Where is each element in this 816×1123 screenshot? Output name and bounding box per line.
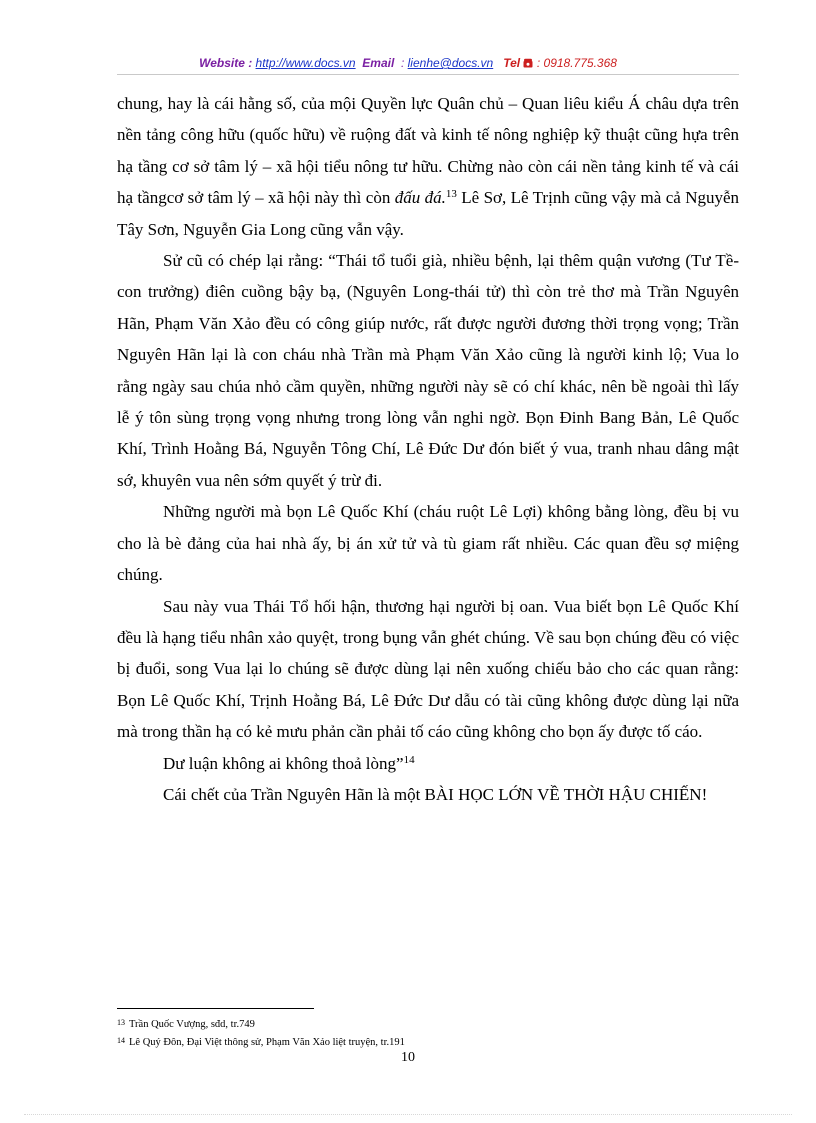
paragraph-4: Sau này vua Thái Tổ hối hận, thương hại người bị oan. Vua biết bọn Lê Quốc Khí đều là hạng tiểu nhân xảo quyệt, trong bụng vẫn ghét chúng. Về sau bọn chúng đều có việc bị đuổi, song Vua lại lo chúng sẽ được dùng lại nên xuống chiếu bảo cho các quan rằng: Bọn Lê Quốc Khí, Trịnh Hoằng Bá, Lê Đức Dư dẫu có tài cũng không được dùng lại nữa mà trong thần hạ có kẻ mưu phản cần phải tố cáo cũng không cho bọn ấy được tố cáo. — [117, 596, 739, 742]
footnote-ref-13[interactable]: 13 — [445, 188, 457, 201]
header-rule — [117, 74, 739, 75]
footnote-14 — [117, 1033, 739, 1051]
main-content — [117, 88, 739, 810]
footnote-text: Lê Quý Đôn, Đại Việt thông sử, Phạm Văn Xảo liệt truyện, tr.191 — [129, 1037, 405, 1048]
footnotes — [117, 1015, 739, 1051]
phone-icon — [523, 56, 536, 70]
paragraph-1-tail: Lê Sơ, Lê Trịnh cũng vậy mà cả Nguyễn Tây Sơn, Nguyễn Gia Long cũng vẫn vậy. — [117, 188, 740, 239]
footnote-text: Trần Quốc Vượng, sđd, tr.749 — [129, 1019, 255, 1030]
paragraph-3: Những người mà bọn Lê Quốc Khí (cháu ruột Lê Lợi) không bằng lòng, đều bị vu cho là bè đảng của hai nhà ấy, bị án xử tử và tù giam rất nhiều. Các quan đều sợ miệng chúng. — [117, 502, 739, 585]
paragraph-1-text: chung, hay là cái hằng số, của mội Quyền lực Quân chủ – Quan liêu kiểu Á châu dựa trên nền tảng công hữu (quốc hữu) về ruộng đất và kinh tế nông nghiệp kỹ thuật cũng hựa trên hạ tầng cơ sở tâm lý – xã hội tiểu nông tư hữu. Chừng nào còn cái nền tảng kinh tế và cái hạ tầngcơ sở tâm lý – xã hội này thì còn — [117, 94, 739, 208]
tel-number: 0918.775.368 — [543, 56, 617, 70]
tel-separator: : — [536, 56, 541, 70]
footnote-number: 14 — [117, 1036, 125, 1045]
footnote-separator — [117, 1008, 314, 1009]
website-link[interactable]: http://www.docs.vn — [255, 56, 356, 70]
paragraph-1 — [117, 88, 739, 245]
tel-label: Tel — [503, 56, 521, 70]
email-label: Email — [362, 56, 395, 70]
page-number: 10 — [401, 1050, 415, 1065]
paragraph-1-emphasis: đấu đá. — [394, 188, 446, 208]
paragraph-2: Sử cũ có chép lại rằng: “Thái tổ tuổi già, nhiều bệnh, lại thêm quận vương (Tư Tề-con trưởng) điên cuồng bậy bạ, (Nguyên Long-thái tử) thì còn trẻ thơ mà Trần Nguyên Hãn, Phạm Văn Xảo đều có công giúp nước, rất được người đương thời trọng vọng; Trần Nguyên Hãn lại là con cháu nhà Trần mà Phạm Văn Xảo cũng là người kinh lộ; Vua lo rằng ngày sau chúa nhỏ cầm quyền, những người này sẽ có chí khác, nên bề ngoài thì lấy lễ ý tôn sùng trọng vọng nhưng trong lòng vẫn nghi ngờ. Bọn Đinh Bang Bản, Lê Quốc Khí, Trình Hoằng Bá, Nguyễn Tông Chí, Lê Đức Dư đón biết ý vua, tranh nhau dâng mật sớ, khuyên vua nên sớm quyết ý trừ đi. — [117, 251, 739, 490]
page-bottom-border — [24, 1114, 792, 1115]
paragraph-5 — [117, 748, 739, 779]
paragraph-5-text: Dư luận không ai không thoả lòng” — [163, 753, 404, 773]
website-label: Website : — [199, 56, 253, 70]
paragraph-6: Cái chết của Trần Nguyên Hãn là một BÀI HỌC LỚN VỀ THỜI HẬU CHIẾN! — [163, 784, 708, 804]
email-link[interactable]: lienhe@docs.vn — [407, 56, 494, 70]
page-header — [0, 56, 816, 70]
footnote-number: 13 — [117, 1018, 125, 1027]
footnote-13 — [117, 1015, 739, 1033]
footnote-ref-14[interactable]: 14 — [403, 753, 415, 766]
email-colon: : — [400, 56, 405, 70]
